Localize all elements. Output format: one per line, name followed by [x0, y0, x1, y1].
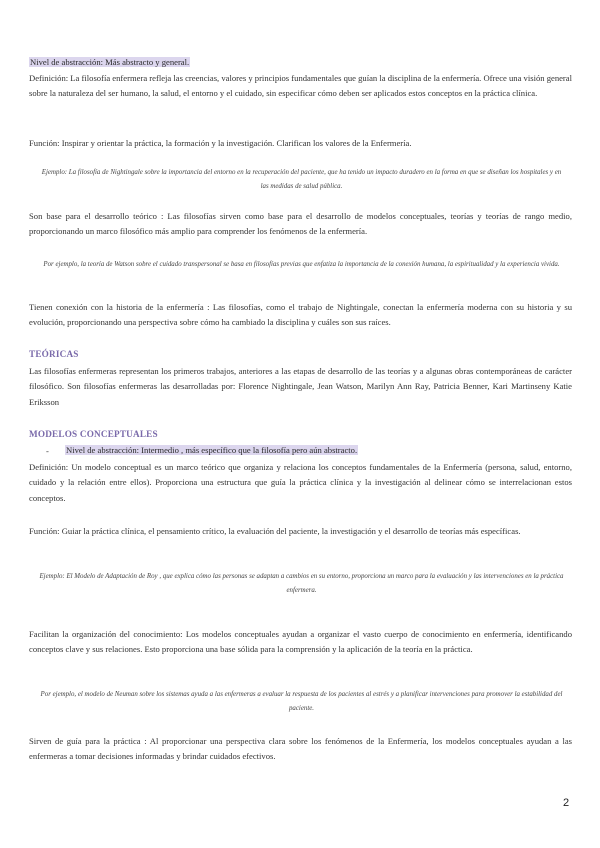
base-theoretical: Son base para el desarrollo teórico : Las filosofías sirven como base para el desarrollo de modelos conceptuales, teorías y teorías de rango medio, proporcionando un marco filosófico más amplio para comprender los fenómenos de la enfermería.: [29, 211, 572, 237]
knowledge-organization: Facilitan la organización del conocimiento: Los modelos conceptuales ayudan a organizar el vasto cuerpo de conocimiento en enfermería, identificando conceptos clave y sus relaciones. Esto proporciona una base sólida para la comprensión y la aplicación de la teoría en la práctica.: [29, 629, 572, 655]
bullet-dash: -: [46, 446, 49, 456]
abstraction-level-philosophy: [29, 55, 572, 70]
section-heading-modelos: MODELOS CONCEPTUALES: [29, 429, 158, 439]
function-philosophy: Función: Inspirar y orientar la práctica, la formación y la investigación. Clarifican los valores de la Enfermería.: [29, 138, 412, 148]
abstraction-level-model: [65, 443, 565, 458]
highlighted-label: Nivel de abstracción: Más abstracto y general.: [30, 57, 190, 67]
page-number: 2: [563, 797, 570, 809]
section-heading-teoricas: TEÓRICAS: [29, 349, 79, 359]
practice-guide: Sirven de guía para la práctica : Al proporcionar una perspectiva clara sobre los fenómenos de la Enfermería, los modelos conceptuales ayudan a las enfermeras a tomar decisiones informadas y brindar cuidados efectivos.: [29, 736, 572, 762]
example-nightingale: Ejemplo: La filosofía de Nightingale sobre la importancia del entorno en la recuperación del paciente, que ha tenido un impacto duradero en la forma en que se diseñan los hospitales y en las medidas de salud pública.: [41, 169, 562, 190]
definition-model: Definición: Un modelo conceptual es un marco teórico que organiza y relaciona los conceptos fundamentales de la Enfermería (persona, salud, entorno, cuidado y la relación entre ellos). Proporciona una estructura que guía la práctica clínica y la investigación al delinear cómo se interrelacionan estos conceptos.: [29, 462, 572, 503]
history-connection: Tienen conexión con la historia de la enfermería : Las filosofías, como el trabajo de Nightingale, conectan la enfermería moderna con su historia y su evolución, proporcionando una perspectiva sobre cómo ha cambiado la disciplina y cuáles son sus raíces.: [29, 302, 572, 328]
function-model: Función: Guiar la práctica clínica, el pensamiento crítico, la evaluación del paciente, la investigación y el desarrollo de teorías más específicas.: [29, 526, 521, 536]
teoricas-paragraph: Las filosofías enfermeras representan los primeros trabajos, anteriores a las etapas de desarrollo de las teorías y a algunas obras contemporáneas de carácter filosófico. Son filosofías enfermeras las desarrolladas por: Florence Nightingale, Jean Watson, Marilyn Ann Ray, Patricia Benner, Kari Martinseny Katie Eriksson: [29, 366, 572, 407]
example-watson: Por ejemplo, la teoría de Watson sobre el cuidado transpersonal se basa en filosofías previas que enfatiza la importancia de la conexión humana, la espiritualidad y la experiencia vivida.: [43, 261, 560, 268]
example-neuman: Por ejemplo, el modelo de Neuman sobre los sistemas ayuda a las enfermeras a evaluar la respuesta de los pacientes al estrés y a planificar intervenciones para promover la estabilidad del paciente.: [40, 691, 563, 712]
example-roy: Ejemplo: El Modelo de Adaptación de Roy , que explica cómo las personas se adaptan a cambios en su entorno, proporciona un marco para la evaluación y las intervenciones en la práctica enfermera.: [39, 573, 564, 594]
highlighted-label: Nivel de abstracción: Intermedio , más específico que la filosofía pero aún abstracto.: [66, 445, 358, 455]
definition-philosophy: Definición: La filosofía enfermera refleja las creencias, valores y principios fundamentales que guían la disciplina de la enfermería. Ofrece una visión general sobre la naturaleza del ser humano, la salud, el entorno y el cuidado, sin especificar cómo deben ser aplicados estos conceptos en la práctica clínica.: [29, 73, 572, 99]
